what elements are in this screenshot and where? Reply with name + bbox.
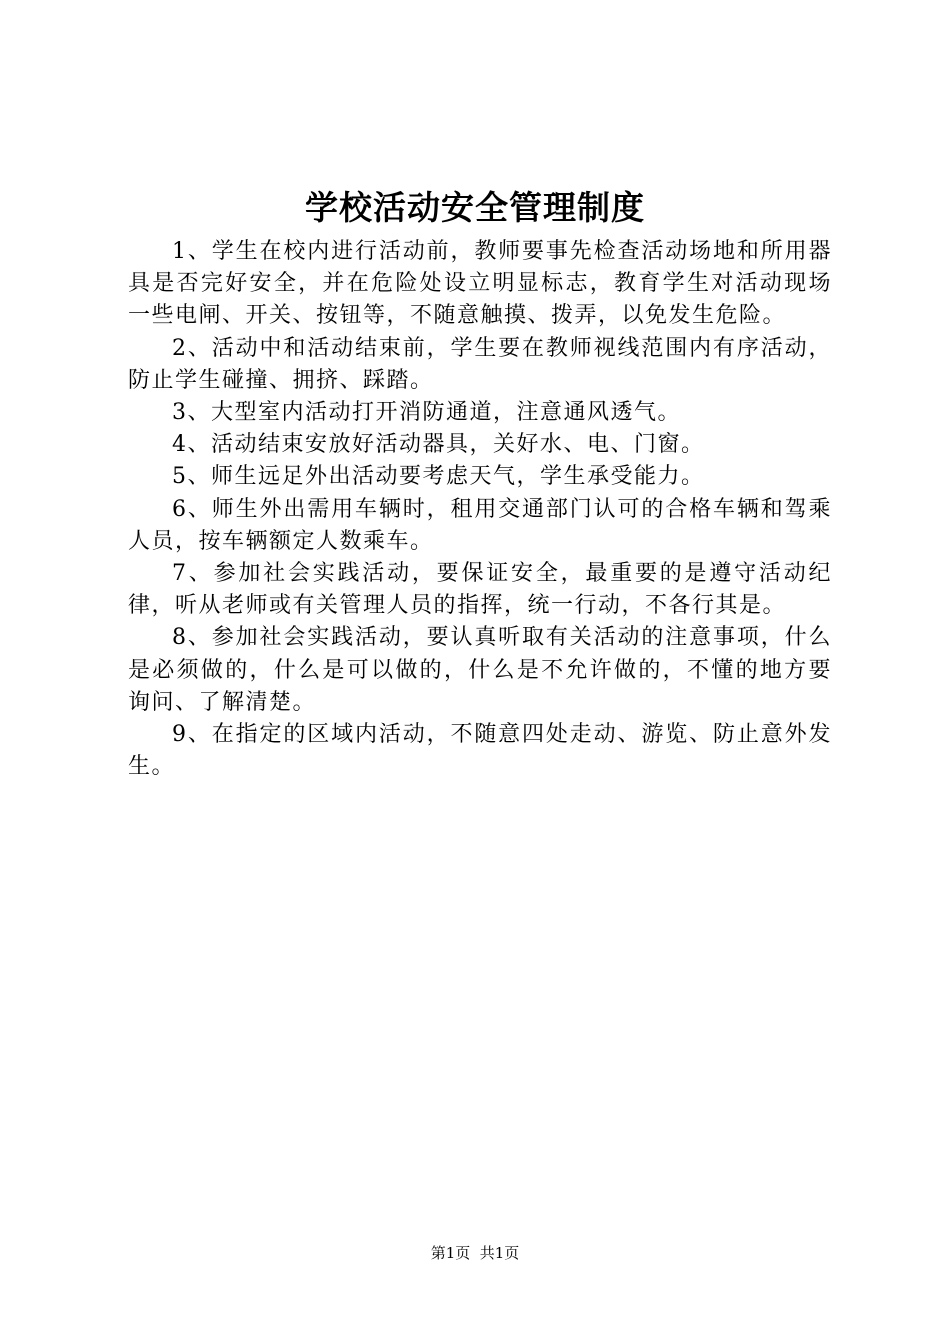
paragraph-item-9: 9、在指定的区域内活动，不随意四处走动、游览、防止意外发生。 [128, 722, 832, 780]
document-title: 学校活动安全管理制度 [305, 188, 645, 227]
page-number-indicator: 第1页 共1页 [430, 1244, 520, 1262]
paragraph-item-7: 7、参加社会实践活动，要保证安全，最重要的是遵守活动纪律，听从老师或有关管理人员的指挥，统一行动，不各行其是。 [128, 561, 832, 619]
paragraph-item-3: 3、大型室内活动打开消防通道，注意通风透气。 [172, 400, 681, 426]
paragraph-item-8: 8、参加社会实践活动，要认真听取有关活动的注意事项，什么是必须做的，什么是可以做的，什么是不允许做的，不懂的地方要询问、了解清楚。 [128, 625, 832, 715]
paragraph-item-5: 5、师生远足外出活动要考虑天气，学生承受能力。 [172, 464, 705, 490]
paragraph-item-2: 2、活动中和活动结束前，学生要在教师视线范围内有序活动，防止学生碰撞、拥挤、踩踏。 [128, 335, 832, 393]
paragraph-item-4: 4、活动结束安放好活动器具，关好水、电、门窗。 [172, 432, 705, 458]
paragraph-item-6: 6、师生外出需用车辆时，租用交通部门认可的合格车辆和驾乘人员，按车辆额定人数乘车。 [128, 496, 832, 554]
document-body [128, 236, 832, 783]
page-footer [0, 1243, 950, 1263]
paragraph-item-1: 1、学生在校内进行活动前，教师要事先检查活动场地和所用器具是否完好安全，并在危险处设立明显标志，教育学生对活动现场一些电闸、开关、按钮等，不随意触摸、拨弄，以免发生危险。 [128, 239, 832, 329]
